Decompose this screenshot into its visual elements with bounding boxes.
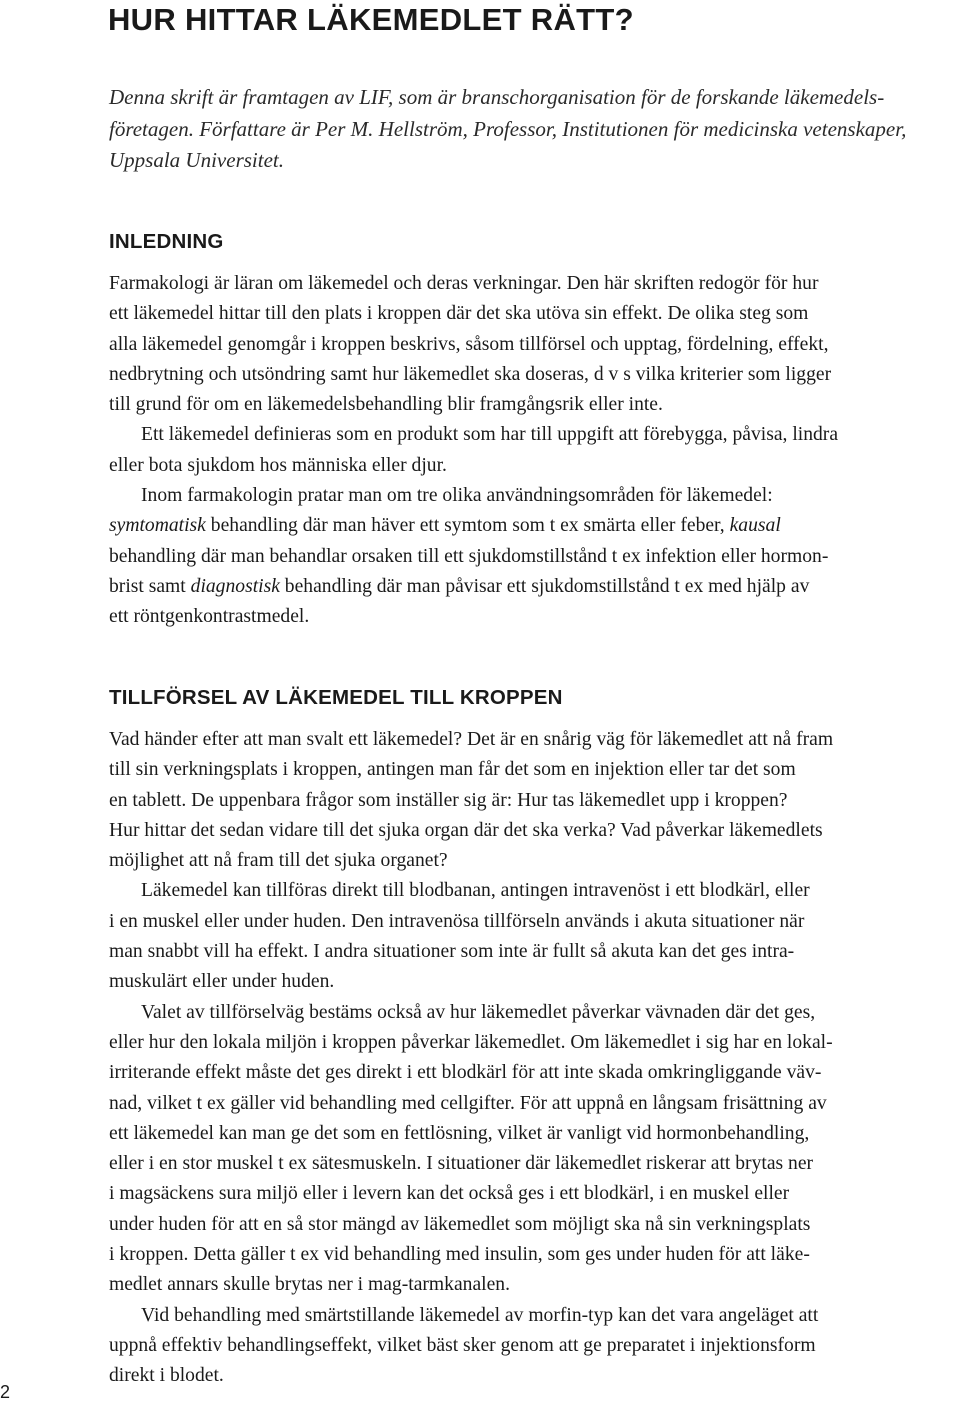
text-line: Inom farmakologin pratar man om tre olika användningsområden för läkemedel: xyxy=(141,485,773,507)
text-line: behandling där man behandlar orsaken till ett sjukdomstillstånd t ex infektion eller hormon- xyxy=(109,545,829,567)
text-line: Vad händer efter att man svalt ett läkemedel? Det är en snårig väg för läkemedlet att nå fram xyxy=(109,729,834,750)
text-line: till sin verkningsplats i kroppen, antingen man får det som en injektion eller tar det som xyxy=(109,759,796,781)
text-line: i kroppen. Detta gäller t ex vid behandling med insulin, som ges under huden för att läke- xyxy=(109,1244,810,1266)
text-line: en tablett. De uppenbara frågor som inställer sig är: Hur tas läkemedlet upp i kroppen? xyxy=(109,789,788,811)
text-line: Farmakologi är läran om läkemedel och deras verkningar. Den här skriften redogör för hur xyxy=(109,273,819,294)
text-line: Hur hittar det sedan vidare till det sjuka organ där det ska verka? Vad påverkar läkemedlets xyxy=(109,819,823,841)
text-line: uppnå effektiv behandlingseffekt, vilket bäst sker genom att ge preparatet i injektionsform xyxy=(109,1334,816,1356)
text-line: irriterande effekt måste det ges direkt i ett blodkärl för att inte skada omkringliggande väv- xyxy=(109,1062,822,1084)
text-line xyxy=(109,511,954,541)
text-line: under huden för att en så stor mängd av läkemedlet som möjligt ska nå sin verkningsplats xyxy=(109,1213,811,1235)
text-line: i en muskel eller under huden. Den intravenösa tillförseln används i akuta situationer när xyxy=(109,910,805,932)
text-line: möjlighet att nå fram till det sjuka organet? xyxy=(109,850,448,872)
text-line: eller i en stor muskel t ex sätesmuskeln. I situationer där läkemedlet riskerar att brytas ner xyxy=(109,1153,814,1175)
intro-line: företagen. Författare är Per M. Hellström, Professor, Institutionen för medicinska vetenskaper, xyxy=(109,116,907,141)
text-line: Valet av tillförselväg bestäms också av hur läkemedlet påverkar vävnaden där det ges, xyxy=(141,1001,816,1023)
text-line: nad, vilket t ex gäller vid behandling med cellgifter. För att uppnå en långsam frisättning av xyxy=(109,1092,827,1114)
section-heading-inledning: INLEDNING xyxy=(109,230,224,253)
text-line: eller bota sjukdom hos människa eller djur. xyxy=(109,454,447,476)
text-line: alla läkemedel genomgår i kroppen beskrivs, såsom tillförsel och upptag, fördelning, effekt, xyxy=(109,333,829,355)
text-line: ett röntgenkontrastmedel. xyxy=(109,606,310,628)
text-line: Vid behandling med smärtstillande läkemedel av morfin-typ kan det vara angeläget att xyxy=(141,1304,819,1326)
text-line: medlet annars skulle brytas ner i mag-tarmkanalen. xyxy=(109,1274,510,1296)
text-line: i magsäckens sura miljö eller i levern kan det också ges i ett blodkärl, i en muskel eller xyxy=(109,1183,790,1205)
text-fragment: behandling där man häver ett symtom som t ex smärta eller feber, xyxy=(205,515,730,537)
section-body-inledning xyxy=(109,269,954,633)
text-line: direkt i blodet. xyxy=(109,1365,224,1387)
text-line: man snabbt vill ha effekt. I andra situationer som inte är fullt så akuta kan det ges intra- xyxy=(109,941,795,963)
page-number: 2 xyxy=(0,1382,11,1402)
text-line: ett läkemedel kan man ge det som en fettlösning, vilket är vanligt vid hormonbehandling, xyxy=(109,1122,810,1144)
text-line: till grund för om en läkemedelsbehandling blir framgångsrik eller inte. xyxy=(109,394,663,416)
text-line xyxy=(109,572,954,602)
term-symtomatisk: symtomatisk xyxy=(109,515,206,537)
text-fragment: brist samt xyxy=(109,575,191,597)
text-line: ett läkemedel hittar till den plats i kroppen där det ska utöva sin effekt. De olika steg som xyxy=(109,303,809,325)
text-line: nedbrytning och utsöndring samt hur läkemedlet ska doseras, d v s vilka kriterier som ligger xyxy=(109,363,832,385)
text-line: muskulärt eller under huden. xyxy=(109,971,335,993)
text-fragment: behandling där man påvisar ett sjukdomstillstånd t ex med hjälp av xyxy=(279,575,810,597)
term-kausal: kausal xyxy=(729,515,781,537)
term-diagnostisk: diagnostisk xyxy=(190,575,280,597)
text-line: Läkemedel kan tillföras direkt till blodbanan, antingen intravenöst i ett blodkärl, eller xyxy=(141,880,810,902)
text-line: eller hur den lokala miljön i kroppen påverkar läkemedlet. Om läkemedlet i sig har en lokal- xyxy=(109,1031,833,1053)
intro-paragraph xyxy=(109,82,939,177)
intro-line: Denna skrift är framtagen av LIF, som är branschorganisation för de forskande läkemedels- xyxy=(109,85,885,109)
section-body-tillforsel xyxy=(109,725,954,1392)
page-title: HUR HITTAR LÄKEMEDLET RÄTT? xyxy=(108,2,634,37)
text-line: Ett läkemedel definieras som en produkt som har till uppgift att förebygga, påvisa, lindra xyxy=(141,424,839,446)
intro-line: Uppsala Universitet. xyxy=(109,148,284,172)
section-heading-tillforsel: TILLFÖRSEL AV LÄKEMEDEL TILL KROPPEN xyxy=(109,686,563,709)
